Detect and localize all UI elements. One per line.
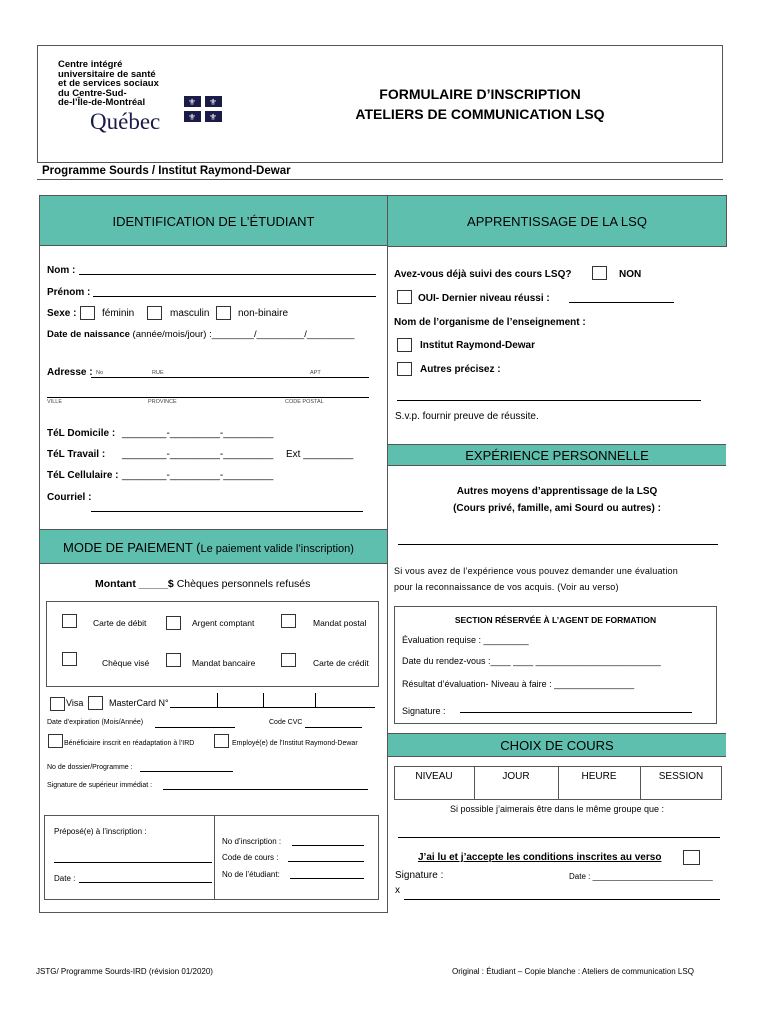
comptant-label: Argent comptant: [192, 618, 255, 628]
apprentissage-heading: APPRENTISSAGE DE LA LSQ: [467, 214, 647, 229]
choix-col-niveau: NIVEAU: [415, 771, 453, 782]
experience-heading: EXPÉRIENCE PERSONNELLE: [465, 448, 649, 463]
tel-cellulaire-label: TéL Cellulaire :: [47, 470, 119, 481]
paiement-header: [40, 529, 387, 564]
ird-label: Institut Raymond-Dewar: [420, 340, 536, 351]
credit-checkbox[interactable]: [281, 653, 296, 667]
form-subtitle: ATELIERS DE COMMUNICATION LSQ: [355, 106, 605, 122]
org-line: et de services sociaux: [58, 78, 159, 89]
tel-domicile-field[interactable]: ________-_________-_________: [122, 428, 274, 439]
montant-field[interactable]: Montant _____$: [95, 578, 174, 590]
cheque-vise-label: Chèque visé: [102, 658, 150, 668]
visa-label: Visa: [66, 698, 84, 708]
resultat-field[interactable]: Résultat d’évaluation- Niveau à faire : ________________: [402, 679, 635, 689]
card-number-field[interactable]: [170, 707, 375, 708]
org-line: de-l’Île-de-Montréal: [58, 97, 146, 108]
svg-text:⚜: ⚜: [208, 112, 218, 122]
preuve-note: S.v.p. fournir preuve de réussite.: [395, 411, 539, 422]
cheques-note: Chèques personnels refusés: [176, 578, 311, 590]
ville-field[interactable]: [47, 397, 369, 398]
mandat-postal-label: Mandat postal: [313, 618, 367, 628]
feminin-checkbox[interactable]: [80, 306, 95, 320]
lsq-oui-checkbox[interactable]: [397, 290, 412, 304]
reserve-signature-field[interactable]: [460, 712, 692, 713]
choix-col-jour: JOUR: [502, 771, 530, 782]
choix-header: [388, 733, 726, 757]
no-inscription-label: No d’inscription :: [222, 837, 282, 846]
code-cours-field[interactable]: [288, 861, 364, 862]
footer-left: JSTG/ Programme Sourds-IRD (révision 01/2020): [36, 967, 213, 976]
form-title: FORMULAIRE D’INSCRIPTION: [379, 86, 581, 102]
employe-checkbox[interactable]: [214, 734, 229, 748]
no-etudiant-field[interactable]: [290, 878, 364, 879]
courriel-field[interactable]: [91, 511, 363, 512]
credit-label: Carte de crédit: [313, 658, 369, 668]
lsq-non-label: NON: [619, 269, 642, 280]
apprentissage-header: [388, 196, 726, 246]
eval-text-line1: Si vous avez de l’expérience vous pouvez demander une évaluation: [394, 566, 678, 576]
code-cours-label: Code de cours :: [222, 853, 279, 862]
eval-text-line2: pour la reconnaissance de vos acquis. (Voir au verso): [394, 582, 619, 592]
no-etudiant-label: No de l’étudiant:: [222, 870, 280, 879]
tel-travail-field[interactable]: ________-_________-_________: [122, 449, 274, 460]
svg-text:⚜: ⚜: [208, 97, 218, 108]
experience-header: [388, 444, 726, 466]
prepose-label: Préposé(e) à l’inscription :: [54, 827, 147, 836]
tel-cellulaire-field[interactable]: ________-_________-_________: [122, 470, 274, 481]
autres-checkbox[interactable]: [397, 362, 412, 376]
cvc-field[interactable]: [305, 727, 362, 728]
ird-checkbox[interactable]: [397, 338, 412, 352]
mandat-bancaire-label: Mandat bancaire: [192, 658, 256, 668]
lsq-oui-label: OUI- Dernier niveau réussi :: [418, 293, 550, 304]
experience-line2: (Cours privé, famille, ami Sourd ou autres) :: [453, 503, 661, 514]
nom-label: Nom :: [47, 265, 76, 276]
dossier-label: No de dossier/Programme :: [47, 764, 133, 771]
code-postal-hint: CODE POSTAL: [285, 399, 324, 405]
date-label: Date :: [54, 874, 76, 883]
reserve-heading: SECTION RÉSERVÉE À L’AGENT DE FORMATION: [454, 615, 657, 625]
identification-heading: IDENTIFICATION DE L’ÉTUDIANT: [112, 214, 315, 229]
mandat-bancaire-checkbox[interactable]: [166, 653, 181, 667]
nom-field[interactable]: [79, 274, 376, 275]
expiration-label: Date d’expiration (Mois/Année): [47, 719, 144, 726]
beneficiaire-label: Bénéficiaire inscrit en réadaptation à l’IRD: [64, 740, 195, 747]
rdv-field[interactable]: Date du rendez-vous :____ ____ _________________________: [402, 656, 661, 666]
superieur-label: Signature de supérieur immédiat :: [47, 782, 153, 789]
province-hint: PROVINCE: [148, 399, 177, 405]
accepte-label: J’ai lu et j’accepte les conditions inscrites au verso: [418, 852, 662, 863]
experience-field[interactable]: [398, 544, 718, 545]
groupe-field[interactable]: [398, 837, 720, 838]
expiration-field[interactable]: [155, 727, 235, 728]
comptant-checkbox[interactable]: [166, 616, 181, 630]
naissance-field[interactable]: (année/mois/jour) :________/_________/_________: [132, 329, 355, 340]
mastercard-checkbox[interactable]: [88, 696, 103, 710]
debit-checkbox[interactable]: [62, 614, 77, 628]
debit-label: Carte de débit: [93, 618, 147, 628]
courriel-label: Courriel :: [47, 492, 92, 503]
accepte-checkbox[interactable]: [683, 850, 700, 865]
beneficiaire-checkbox[interactable]: [48, 734, 63, 748]
choix-col-heure: HEURE: [581, 771, 617, 782]
choix-col-session: SESSION: [658, 771, 704, 782]
org-line: Centre intégré: [58, 59, 123, 70]
svg-text:⚜: ⚜: [187, 112, 197, 122]
experience-line1: Autres moyens d’apprentissage de la LSQ: [456, 486, 658, 497]
date-field[interactable]: [79, 882, 212, 883]
prenom-field[interactable]: [93, 296, 376, 297]
employe-label: Employé(e) de l’Institut Raymond-Dewar: [232, 740, 358, 747]
sexe-label: Sexe :: [47, 308, 77, 319]
adresse-field[interactable]: [91, 377, 369, 378]
paiement-heading: MODE DE PAIEMENT (: [63, 540, 201, 555]
address-apt-hint: APT: [310, 370, 321, 376]
inscription-divider: [214, 815, 215, 900]
choix-signature-field[interactable]: [404, 899, 720, 900]
autres-field[interactable]: [397, 400, 701, 401]
quebec-wordmark: Québec: [90, 108, 161, 134]
reserve-signature-label: Signature :: [402, 706, 446, 716]
program-name: Programme Sourds / Institut Raymond-Dewar: [42, 165, 291, 177]
organisme-label: Nom de l’organisme de l’enseignement :: [394, 317, 586, 328]
svg-text:⚜: ⚜: [187, 97, 197, 108]
tel-domicile-label: TéL Domicile :: [47, 428, 116, 439]
identification-header: [40, 196, 387, 246]
org-line: universitaire de santé: [58, 68, 156, 80]
visa-checkbox[interactable]: [50, 697, 65, 711]
ville-hint: VILLE: [47, 399, 62, 405]
autres-label: Autres précisez :: [420, 364, 501, 375]
prenom-label: Prénom :: [47, 287, 91, 298]
address-no-hint: No: [96, 370, 104, 376]
feminin-label: féminin: [102, 308, 135, 319]
niveau-field[interactable]: [569, 302, 674, 303]
cheque-vise-checkbox[interactable]: [62, 652, 77, 666]
dossier-field[interactable]: [140, 771, 233, 772]
lsq-non-checkbox[interactable]: [592, 266, 607, 280]
choix-heading: CHOIX DE COURS: [500, 738, 614, 753]
mandat-postal-checkbox[interactable]: [281, 614, 296, 628]
evaluation-field[interactable]: Évaluation requise : _________: [402, 635, 529, 645]
ext-field[interactable]: Ext _________: [286, 449, 354, 460]
groupe-label: Si possible j’aimerais être dans le même groupe que :: [449, 804, 665, 814]
paiement-subheading: Le paiement valide l’inscription): [200, 543, 354, 555]
program-bar: [37, 162, 723, 180]
choix-date-field[interactable]: Date : ___________________________: [569, 872, 713, 881]
masculin-label: masculin: [170, 308, 210, 319]
payment-methods-box: [46, 601, 379, 687]
tel-travail-label: TéL Travail :: [47, 449, 106, 460]
org-line: du Centre-Sud-: [58, 87, 127, 99]
no-inscription-field[interactable]: [292, 845, 364, 846]
adresse-label: Adresse :: [47, 367, 93, 378]
naissance-label: Date de naissance: [47, 329, 130, 340]
choix-signature-label: Signature :: [395, 870, 444, 881]
non-binaire-label: non-binaire: [238, 308, 289, 319]
quebec-flag-icon: [184, 96, 222, 122]
address-rue-hint: RUE: [152, 370, 164, 376]
mastercard-label: MasterCard N°: [109, 698, 169, 708]
footer-right: Original : Étudiant – Copie blanche : Ateliers de communication LSQ: [452, 967, 694, 976]
lsq-question: Avez-vous déjà suivi des cours LSQ?: [394, 269, 572, 280]
masculin-checkbox[interactable]: [147, 306, 162, 320]
superieur-field[interactable]: [163, 789, 368, 790]
prepose-field[interactable]: [54, 862, 212, 863]
non-binaire-checkbox[interactable]: [216, 306, 231, 320]
signature-x: x: [395, 885, 400, 896]
org-logo: [58, 60, 228, 135]
cvc-label: Code CVC: [269, 719, 303, 726]
